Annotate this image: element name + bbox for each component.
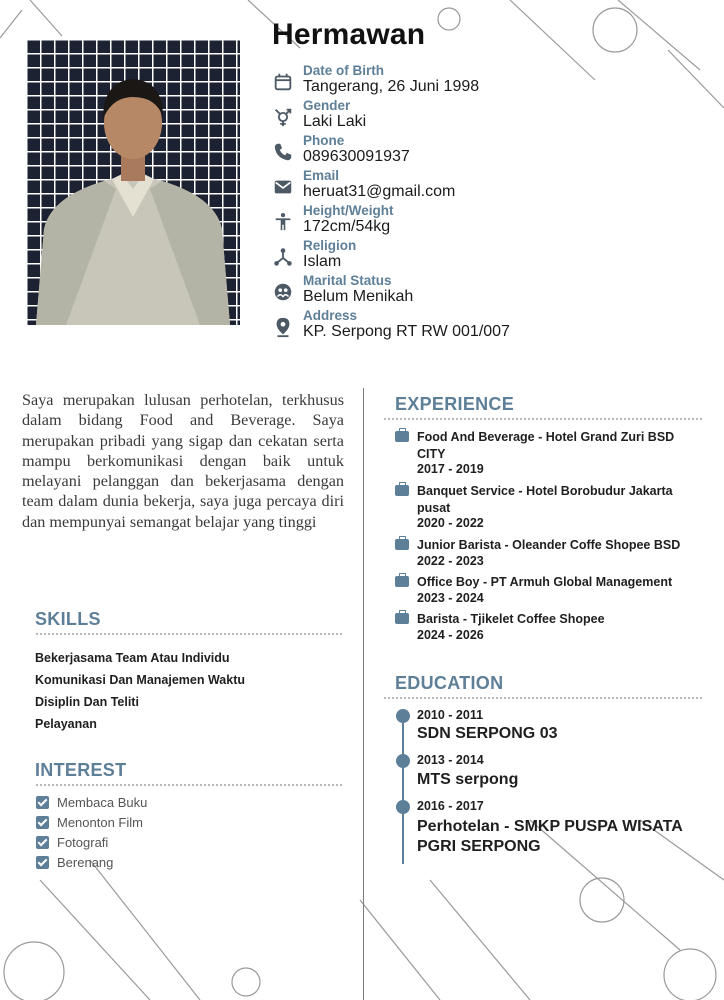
skill-item: Pelayanan [35, 717, 97, 731]
experience-role: Banquet Service - Hotel Borobudur Jakarta pusat [417, 484, 673, 515]
info-value: Belum Menikah [303, 288, 414, 305]
experience-years: 2017 - 2019 [417, 462, 484, 476]
info-religion [272, 238, 702, 273]
experience-years: 2024 - 2026 [417, 628, 484, 642]
info-value: Laki Laki [303, 113, 367, 130]
info-label: Gender [303, 98, 351, 113]
profile-name: Hermawan [272, 18, 426, 51]
location-pin-icon [272, 316, 294, 338]
marital-icon [272, 281, 294, 303]
religion-icon [272, 246, 294, 268]
experience-years: 2020 - 2022 [417, 516, 484, 530]
info-value: 172cm/54kg [303, 218, 391, 235]
interest-divider [35, 783, 343, 787]
education-years: 2013 - 2014 [417, 753, 484, 767]
checkbox-icon [36, 856, 49, 869]
email-icon [272, 176, 294, 198]
interest-label: Membaca Buku [57, 795, 148, 810]
info-value: heruat31@gmail.com [303, 183, 456, 200]
interest-label: Fotografi [57, 835, 109, 850]
education-divider [383, 696, 703, 700]
interest-label: Menonton Film [57, 815, 143, 830]
calendar-icon [272, 71, 294, 93]
phone-icon [272, 141, 294, 163]
experience-role: Barista - Tjikelet Coffee Shopee [417, 612, 605, 626]
info-value: Tangerang, 26 Juni 1998 [303, 78, 480, 95]
briefcase-icon [395, 431, 409, 442]
skills-divider [35, 632, 343, 636]
experience-item [395, 483, 700, 533]
interest-item [36, 835, 236, 851]
info-label: Phone [303, 133, 345, 148]
briefcase-icon [395, 539, 409, 550]
experience-item [395, 574, 700, 608]
info-marital-status [272, 273, 702, 308]
skills-title: SKILLS [35, 609, 101, 629]
profile-photo [26, 39, 240, 325]
education-timeline-line [402, 712, 404, 864]
info-label: Height/Weight [303, 203, 394, 218]
timeline-dot-icon [396, 800, 410, 814]
info-label: Address [303, 308, 358, 323]
education-years: 2016 - 2017 [417, 799, 484, 813]
experience-title: EXPERIENCE [395, 394, 515, 414]
interest-title: INTEREST [35, 760, 127, 780]
experience-years: 2023 - 2024 [417, 591, 484, 605]
education-school: Perhotelan - SMKP PUSPA WISATA PGRI SERPONG [417, 818, 683, 855]
checkbox-icon [36, 836, 49, 849]
experience-role: Office Boy - PT Armuh Global Management [417, 575, 673, 589]
checkbox-icon [36, 816, 49, 829]
briefcase-icon [395, 613, 409, 624]
experience-item [395, 429, 700, 479]
info-value: 089630091937 [303, 148, 410, 165]
interest-label: Berenang [57, 855, 114, 870]
skill-item: Disiplin Dan Teliti [35, 695, 139, 709]
info-phone [272, 133, 702, 168]
experience-role: Food And Beverage - Hotel Grand Zuri BSD CITY [417, 430, 675, 461]
interest-item [36, 795, 236, 811]
info-height-weight [272, 203, 702, 238]
education-years: 2010 - 2011 [417, 708, 484, 722]
checkbox-icon [36, 796, 49, 809]
education-title: EDUCATION [395, 673, 504, 693]
info-address [272, 308, 702, 343]
info-label: Marital Status [303, 273, 392, 288]
about-text: Saya merupakan lulusan perhotelan, terkhusus dalam bidang Food and Beverage. Saya merupakan pribadi yang sigap dan cekatan serta mampu berkomunikasi dengan baik untuk melayani pelanggan dan bekerjasama dengan team dalam dunia bekerja, saya juga percaya diri dan mempunyai semangat belajar yang tinggi [22, 391, 344, 531]
info-gender [272, 98, 702, 133]
education-school: SDN SERPONG 03 [417, 725, 558, 742]
interest-item [36, 855, 236, 871]
info-value: Islam [303, 253, 342, 270]
briefcase-icon [395, 576, 409, 587]
info-date-of-birth [272, 63, 702, 98]
info-label: Date of Birth [303, 63, 384, 78]
gender-icon [272, 106, 294, 128]
info-email [272, 168, 702, 203]
person-icon [272, 211, 294, 233]
education-school: MTS serpong [417, 771, 519, 788]
experience-role: Junior Barista - Oleander Coffe Shopee BSD [417, 538, 681, 552]
skill-item: Komunikasi Dan Manajemen Waktu [35, 673, 245, 687]
timeline-dot-icon [396, 754, 410, 768]
experience-item [395, 611, 700, 645]
experience-years: 2022 - 2023 [417, 554, 484, 568]
info-label: Email [303, 168, 340, 183]
timeline-dot-icon [396, 709, 410, 723]
interest-item [36, 815, 236, 831]
column-divider [363, 388, 364, 1000]
experience-item [395, 537, 700, 571]
info-label: Religion [303, 238, 357, 253]
skill-item: Bekerjasama Team Atau Individu [35, 651, 230, 665]
briefcase-icon [395, 485, 409, 496]
info-value: KP. Serpong RT RW 001/007 [303, 323, 510, 340]
experience-divider [383, 417, 703, 421]
